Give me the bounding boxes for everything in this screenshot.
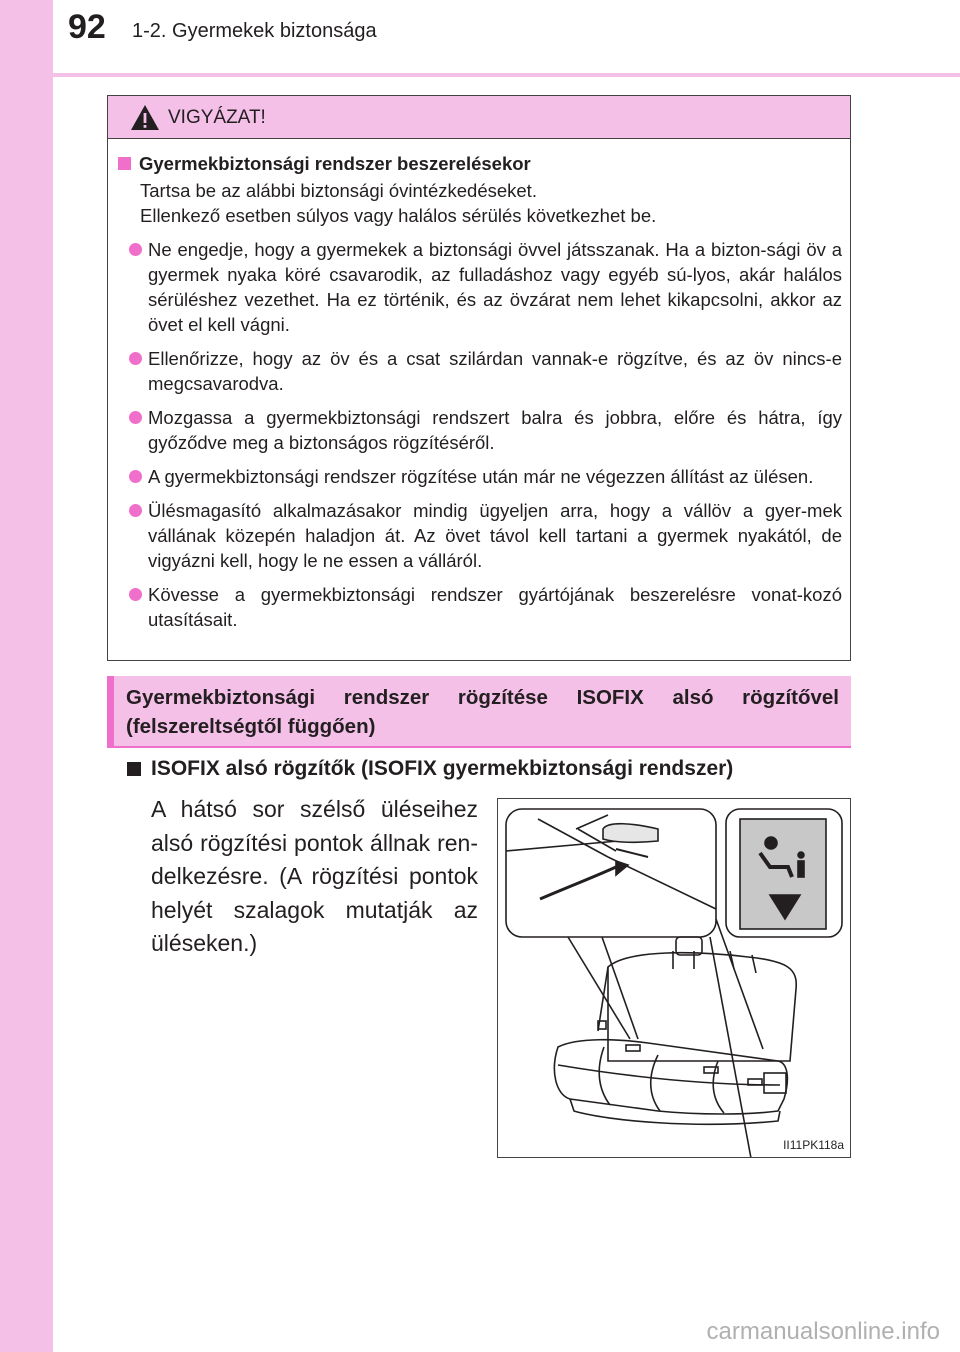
figure-code: II11PK118a	[783, 1138, 844, 1152]
isofix-subheading-text: ISOFIX alsó rögzítők (ISOFIX gyermekbiztonsági rendszer)	[151, 757, 734, 780]
caution-intro-line: Tartsa be az alábbi biztonsági óvintézkedéseket.	[140, 180, 537, 201]
watermark: carmanualsonline.info	[706, 1318, 940, 1345]
round-bullet-icon	[129, 504, 142, 517]
caution-bullet-text: Mozgassa a gyermekbiztonsági rendszert balra és jobbra, előre és hátra, így győződve meg a biztonságos rögzítéséről.	[148, 407, 842, 453]
round-bullet-icon	[129, 352, 142, 365]
caution-bullet	[118, 498, 842, 573]
page-number: 92	[68, 8, 106, 46]
rear-seat-illustration	[498, 799, 850, 1157]
square-bullet-icon	[127, 762, 141, 776]
section-heading: Gyermekbiztonsági rendszer rögzítése ISOFIX alsó rögzítővel (felszereltségtől függően)	[107, 676, 851, 746]
isofix-body-text: A hátsó sor szélső üléseihez alsó rögzítési pontok állnak ren-delkezésre. (A rögzítési pontok helyét szalagok mutatják az üléseken.)	[151, 796, 478, 956]
caution-bullet-text: Ne engedje, hogy a gyermekek a biztonsági övvel játsszanak. Ha a bizton-sági öv a gyermek nyaka köré csavarodik, az fulladáshoz vagy egyéb sú-lyos, akár halálos sérüléshez vezethet. Ha ez történik, és az övzárat nem lehet kikapcsolni, akkor az övet el kell vágni.	[148, 239, 842, 335]
caution-bullet-text: A gyermekbiztonsági rendszer rögzítése után már ne végezzen állítást az ülésen.	[148, 466, 814, 487]
round-bullet-icon	[129, 588, 142, 601]
caution-bullet	[118, 464, 842, 489]
caution-header	[108, 96, 850, 139]
caution-box	[107, 95, 851, 661]
caution-bullet	[118, 582, 842, 632]
header-rule	[53, 73, 960, 77]
caution-bullet	[118, 346, 842, 396]
square-bullet-icon	[118, 157, 131, 170]
round-bullet-icon	[129, 411, 142, 424]
section-heading-rule	[107, 746, 851, 748]
isofix-subheading	[127, 757, 733, 781]
section-title: 1-2. Gyermekek biztonsága	[132, 20, 377, 42]
caution-bullet-text: Kövesse a gyermekbiztonsági rendszer gyártójának beszerelésre vonat-kozó utasításait.	[148, 584, 842, 630]
caution-subheading	[118, 151, 842, 176]
caution-title: VIGYÁZAT!	[168, 107, 266, 128]
caution-bullet	[118, 237, 842, 337]
isofix-seat-illustration	[497, 798, 851, 1158]
caution-subheading-text: Gyermekbiztonsági rendszer beszerelésekor	[139, 153, 531, 174]
round-bullet-icon	[129, 470, 142, 483]
caution-body	[108, 139, 850, 632]
round-bullet-icon	[129, 243, 142, 256]
caution-intro-line: Ellenkező esetben súlyos vagy halálos sérülés következhet be.	[140, 205, 657, 226]
warning-triangle-icon	[130, 104, 160, 131]
caution-bullet-text: Ülésmagasító alkalmazásakor mindig ügyeljen arra, hogy a vállöv a gyer-mek vállának közepén haladjon át. Az övet távol kell tartani a gyermek nyakától, de vigyázni kell, hogy le ne essen a válláról.	[148, 500, 842, 571]
caution-bullet	[118, 405, 842, 455]
side-color-bar	[0, 0, 53, 1352]
caution-bullet-text: Ellenőrizze, hogy az öv és a csat szilárdan vannak-e rögzítve, és az öv nincs-e megcsavarodva.	[148, 348, 842, 394]
